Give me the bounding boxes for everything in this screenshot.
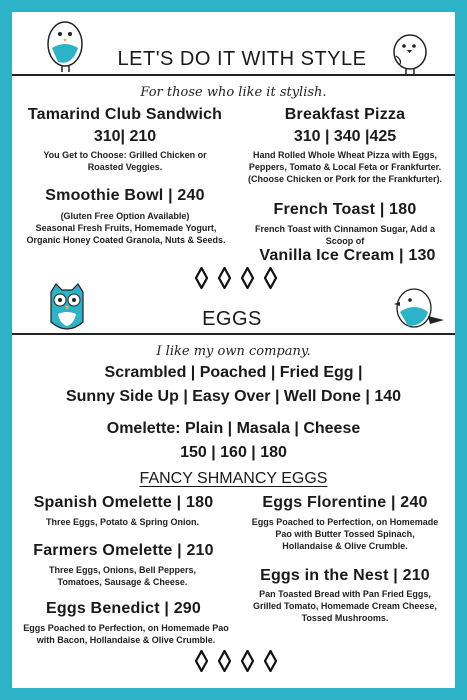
subsection-title: FANCY SHMANCY EGGS (139, 470, 328, 487)
item-description: Hand Rolled Whole Wheat Pizza with Eggs, Peppers, Tomato & Local Feta or Frankfurter. (Choose Chicken or Pork for the Frankfurter). (247, 150, 443, 184)
item-name: Breakfast Pizza (284, 106, 406, 123)
item-price: 310| 210 (93, 128, 157, 145)
item-name: Eggs Benedict | 290 (46, 600, 201, 617)
section-title: EGGS (202, 308, 262, 330)
item-name: Farmers Omelette | 210 (33, 542, 214, 559)
menu-card (12, 12, 455, 688)
item-description: Eggs Poached to Perfection, on Homemade Pao with Butter Tossed Spinach, Hollandaise & Olive Crumble. (251, 517, 439, 551)
section-tagline: I like my own company. (156, 344, 311, 359)
item-price: 310 | 340 |425 (293, 128, 397, 145)
omelette-prices: 150 | 160 | 180 (180, 444, 287, 461)
item-name: Spanish Omelette | 180 (33, 494, 214, 511)
diamond-icon (241, 650, 254, 672)
diamond-icon (264, 267, 277, 289)
item-addon: Vanilla Ice Cream | 130 (259, 247, 436, 264)
diamond-divider (195, 267, 277, 289)
item-description: Eggs Poached to Perfection, on Homemade Pao with Bacon, Hollandaise & Olive Crumble. (23, 623, 229, 645)
wire-divider (12, 74, 455, 76)
item-note: (Gluten Free Option Available) (60, 211, 190, 221)
item-description: Seasonal Fresh Fruits, Homemade Yogurt, Organic Honey Coated Granola, Nuts & Seeds. (26, 223, 226, 245)
diamond-icon (241, 267, 254, 289)
item-description: Three Eggs, Potato & Spring Onion. (45, 517, 199, 527)
bird-icon (46, 282, 88, 336)
item-description: French Toast with Cinnamon Sugar, Add a Scoop of (254, 224, 435, 246)
item-description: You Get to Choose: Grilled Chicken or Roasted Veggies. (43, 150, 207, 172)
item-name: Eggs in the Nest | 210 (260, 567, 430, 584)
item-name: Tamarind Club Sandwich (27, 106, 223, 123)
omelette-options: Omelette: Plain | Masala | Cheese (106, 420, 361, 437)
diamond-icon (218, 650, 231, 672)
egg-styles: Sunny Side Up | Easy Over | Well Done | 140 (65, 388, 402, 405)
diamond-icon (195, 650, 208, 672)
wire-divider (12, 333, 455, 335)
egg-styles: Scrambled | Poached | Fried Egg | (104, 364, 363, 381)
diamond-divider (195, 650, 277, 672)
bird-icon (390, 280, 446, 332)
diamond-icon (195, 267, 208, 289)
item-description: Three Eggs, Onions, Bell Peppers, Tomatoes, Sausage & Cheese. (48, 565, 197, 587)
item-name: Smoothie Bowl | 240 (45, 187, 205, 204)
item-description: Pan Toasted Bread with Pan Fried Eggs, Grilled Tomato, Homemade Cream Cheese, Tossed Mushrooms. (253, 589, 437, 623)
diamond-icon (218, 267, 231, 289)
page-title: LET'S DO IT WITH STYLE (117, 48, 367, 70)
item-name: French Toast | 180 (273, 201, 417, 218)
section-tagline: For those who like it stylish. (140, 85, 327, 100)
diamond-icon (264, 650, 277, 672)
item-name: Eggs Florentine | 240 (262, 494, 428, 511)
